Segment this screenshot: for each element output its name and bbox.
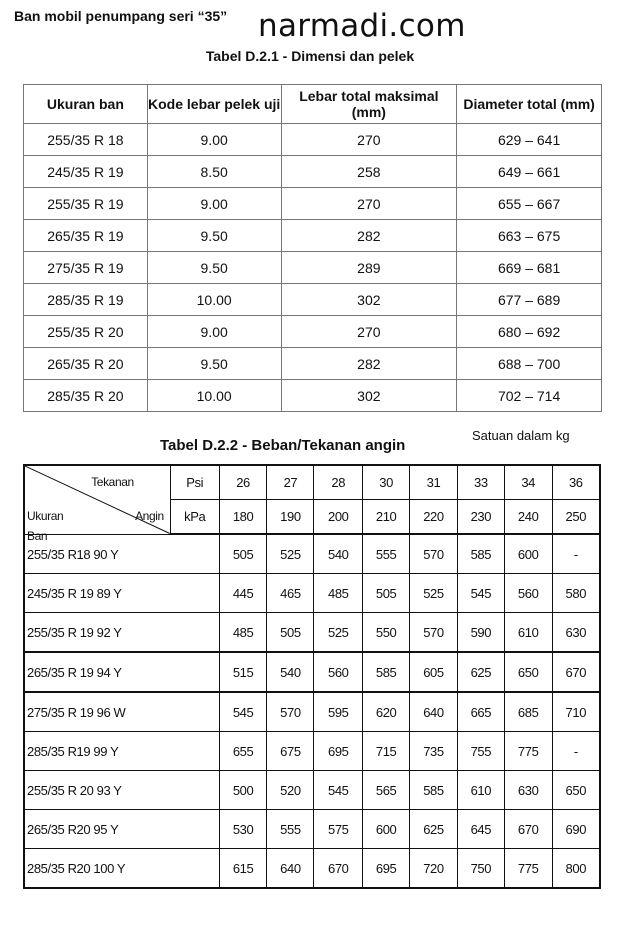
load-value: 715 (363, 732, 410, 771)
load-value: 630 (552, 613, 600, 653)
psi-value: 28 (314, 465, 363, 500)
load-value: 625 (410, 810, 458, 849)
corner-label-ukuran: Ukuran (27, 509, 64, 523)
load-value: 505 (267, 613, 314, 653)
load-value: 610 (504, 613, 552, 653)
kpa-value: 210 (363, 500, 410, 535)
load-value: 595 (314, 692, 363, 732)
table-cell: 255/35 R 20 (24, 316, 148, 348)
table-row (24, 613, 600, 653)
psi-value: 33 (457, 465, 504, 500)
tire-size-cell: 255/35 R 19 92 Y (24, 613, 219, 653)
load-value: 545 (219, 692, 267, 732)
load-value: 590 (457, 613, 504, 653)
tire-size-cell: 265/35 R 19 94 Y (24, 652, 219, 692)
load-value: - (552, 534, 600, 574)
load-value: 545 (457, 574, 504, 613)
table-row (24, 771, 600, 810)
table-cell: 270 (281, 124, 457, 156)
table-cell: 9.50 (147, 252, 281, 284)
table-row (24, 849, 600, 889)
load-value: 675 (267, 732, 314, 771)
table-cell: 265/35 R 20 (24, 348, 148, 380)
load-value: 505 (219, 534, 267, 574)
table-cell: 629 – 641 (457, 124, 602, 156)
table-row (24, 284, 602, 316)
load-value: 615 (219, 849, 267, 889)
load-value: 585 (457, 534, 504, 574)
load-value: 650 (552, 771, 600, 810)
load-value: 665 (457, 692, 504, 732)
corner-label-ban: Ban (27, 529, 48, 543)
table-cell: 677 – 689 (457, 284, 602, 316)
table-cell: 285/35 R 19 (24, 284, 148, 316)
load-value: 735 (410, 732, 458, 771)
dimension-table (23, 84, 602, 412)
table-row (24, 380, 602, 412)
table-cell: 9.00 (147, 188, 281, 220)
load-value: 800 (552, 849, 600, 889)
load-value: 585 (363, 652, 410, 692)
table-row (24, 652, 600, 692)
load-value: 485 (314, 574, 363, 613)
load-value: 695 (363, 849, 410, 889)
load-value: 520 (267, 771, 314, 810)
load-value: 685 (504, 692, 552, 732)
table-cell: 282 (281, 348, 457, 380)
load-value: 775 (504, 849, 552, 889)
table-cell: 655 – 667 (457, 188, 602, 220)
kpa-label: kPa (170, 500, 219, 535)
table-cell: 10.00 (147, 284, 281, 316)
load-value: 710 (552, 692, 600, 732)
column-header: Ukuran ban (24, 85, 148, 124)
load-value: 610 (457, 771, 504, 810)
load-value: 540 (267, 652, 314, 692)
kpa-value: 190 (267, 500, 314, 535)
table-cell: 265/35 R 19 (24, 220, 148, 252)
table-cell: 9.50 (147, 348, 281, 380)
column-header: Diameter total (mm) (457, 85, 602, 124)
load-value: 505 (363, 574, 410, 613)
table-row (24, 810, 600, 849)
tire-size-cell: 245/35 R 19 89 Y (24, 574, 219, 613)
load-value: 645 (457, 810, 504, 849)
kpa-value: 200 (314, 500, 363, 535)
load-value: 560 (314, 652, 363, 692)
table-cell: 258 (281, 156, 457, 188)
load-value: 720 (410, 849, 458, 889)
load-value: 580 (552, 574, 600, 613)
table-row (24, 732, 600, 771)
load-value: 465 (267, 574, 314, 613)
table-cell: 663 – 675 (457, 220, 602, 252)
kpa-value: 230 (457, 500, 504, 535)
load-value: 640 (267, 849, 314, 889)
table-row (24, 534, 600, 574)
table-row (24, 316, 602, 348)
kpa-value: 240 (504, 500, 552, 535)
psi-value: 30 (363, 465, 410, 500)
table-cell: 9.00 (147, 124, 281, 156)
corner-header-cell (24, 465, 170, 543)
load-value: 695 (314, 732, 363, 771)
table-row (24, 574, 600, 613)
table-row (24, 692, 600, 732)
load-value: 445 (219, 574, 267, 613)
table-cell: 245/35 R 19 (24, 156, 148, 188)
tire-size-cell: 255/35 R18 90 Y (24, 534, 219, 574)
kpa-value: 250 (552, 500, 600, 535)
table-cell: 688 – 700 (457, 348, 602, 380)
load-value: 670 (314, 849, 363, 889)
tire-size-cell: 255/35 R 20 93 Y (24, 771, 219, 810)
table-row (24, 252, 602, 284)
table2-title: Tabel D.2.2 - Beban/Tekanan angin (160, 437, 406, 454)
load-value: 655 (219, 732, 267, 771)
load-value: 650 (504, 652, 552, 692)
table-cell: 680 – 692 (457, 316, 602, 348)
page-heading: Ban mobil penumpang seri “35” (14, 8, 228, 24)
load-value: 620 (363, 692, 410, 732)
table-row (24, 220, 602, 252)
load-value: 570 (410, 613, 458, 653)
load-value: 545 (314, 771, 363, 810)
load-value: 530 (219, 810, 267, 849)
load-value: 690 (552, 810, 600, 849)
column-header: Kode lebar pelek uji (147, 85, 281, 124)
units-note: Satuan dalam kg (472, 428, 570, 443)
corner-label-angin: Angin (135, 509, 164, 523)
psi-value: 36 (552, 465, 600, 500)
load-value: - (552, 732, 600, 771)
load-value: 540 (314, 534, 363, 574)
load-value: 630 (504, 771, 552, 810)
tire-size-cell: 265/35 R20 95 Y (24, 810, 219, 849)
load-value: 600 (504, 534, 552, 574)
load-value: 555 (363, 534, 410, 574)
table-cell: 270 (281, 316, 457, 348)
load-value: 775 (504, 732, 552, 771)
psi-header-row (24, 465, 600, 500)
load-value: 570 (267, 692, 314, 732)
psi-label: Psi (170, 465, 219, 500)
table-cell: 649 – 661 (457, 156, 602, 188)
load-value: 525 (267, 534, 314, 574)
table-row (24, 124, 602, 156)
table-cell: 302 (281, 380, 457, 412)
load-value: 585 (410, 771, 458, 810)
table-cell: 275/35 R 19 (24, 252, 148, 284)
load-value: 525 (410, 574, 458, 613)
psi-value: 26 (219, 465, 267, 500)
load-value: 600 (363, 810, 410, 849)
load-value: 670 (504, 810, 552, 849)
table-cell: 9.00 (147, 316, 281, 348)
load-value: 750 (457, 849, 504, 889)
table-cell: 255/35 R 19 (24, 188, 148, 220)
table-cell: 8.50 (147, 156, 281, 188)
kpa-value: 220 (410, 500, 458, 535)
psi-value: 31 (410, 465, 458, 500)
psi-value: 34 (504, 465, 552, 500)
load-value: 525 (314, 613, 363, 653)
table-cell: 289 (281, 252, 457, 284)
table-row (24, 348, 602, 380)
table-cell: 10.00 (147, 380, 281, 412)
tire-size-cell: 275/35 R 19 96 W (24, 692, 219, 732)
table-cell: 282 (281, 220, 457, 252)
table-cell: 9.50 (147, 220, 281, 252)
table-row (24, 188, 602, 220)
corner-label-tekanan: Tekanan (91, 475, 134, 489)
load-value: 605 (410, 652, 458, 692)
tire-size-cell: 285/35 R19 99 Y (24, 732, 219, 771)
load-value: 555 (267, 810, 314, 849)
load-pressure-table (23, 464, 601, 889)
psi-value: 27 (267, 465, 314, 500)
load-value: 670 (552, 652, 600, 692)
table-row (24, 156, 602, 188)
load-value: 515 (219, 652, 267, 692)
load-value: 500 (219, 771, 267, 810)
load-value: 640 (410, 692, 458, 732)
table-cell: 255/35 R 18 (24, 124, 148, 156)
table-cell: 702 – 714 (457, 380, 602, 412)
site-watermark: narmadi.com (258, 8, 466, 44)
table-cell: 270 (281, 188, 457, 220)
table-cell: 285/35 R 20 (24, 380, 148, 412)
load-value: 575 (314, 810, 363, 849)
tire-size-cell: 285/35 R20 100 Y (24, 849, 219, 889)
kpa-value: 180 (219, 500, 267, 535)
load-value: 755 (457, 732, 504, 771)
table-cell: 669 – 681 (457, 252, 602, 284)
load-value: 560 (504, 574, 552, 613)
load-value: 550 (363, 613, 410, 653)
load-value: 565 (363, 771, 410, 810)
column-header: Lebar total maksimal (mm) (281, 85, 457, 124)
load-value: 570 (410, 534, 458, 574)
load-value: 485 (219, 613, 267, 653)
table-cell: 302 (281, 284, 457, 316)
table-header-row (24, 85, 602, 124)
table1-title: Tabel D.2.1 - Dimensi dan pelek (205, 48, 415, 64)
load-value: 625 (457, 652, 504, 692)
